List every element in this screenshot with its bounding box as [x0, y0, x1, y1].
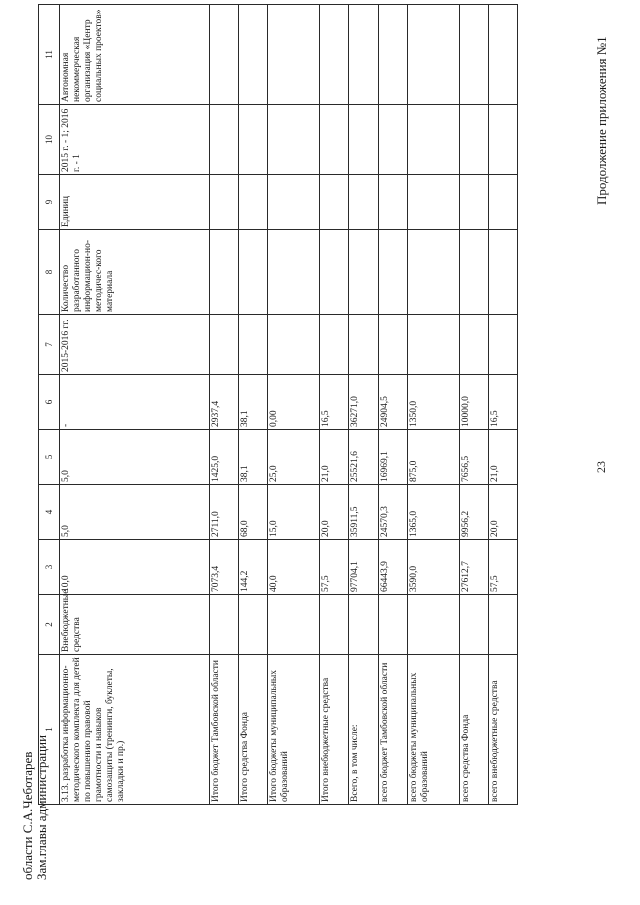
cell-executor: Автономная некоммерческая организация «Центр социальных проектов» — [60, 5, 210, 105]
cell-indicator: Количество разработанного информацион-но- методичес-кого материала — [60, 230, 210, 315]
cell-blank-8 — [239, 230, 268, 315]
cell-blank-11 — [407, 5, 459, 105]
cell-label: всего бюджеты муниципальных образований — [407, 655, 459, 805]
table-row — [459, 5, 488, 805]
table-row — [488, 5, 517, 805]
cell-2015: 5,0 — [60, 430, 210, 485]
table-row — [268, 5, 320, 805]
table-row — [320, 5, 349, 805]
cell-2014: 20,0 — [488, 485, 517, 540]
cell-blank-2 — [320, 595, 349, 655]
signature-name: области С.А.Чеботарев — [20, 751, 35, 880]
table-row — [349, 5, 378, 805]
cell-blank-7 — [349, 315, 378, 375]
cell-2016: 16,5 — [320, 375, 349, 430]
cell-2014: 68,0 — [239, 485, 268, 540]
col-header-4: 4 — [39, 485, 60, 540]
budget-table — [38, 4, 518, 805]
cell-2015: 1425,0 — [210, 430, 239, 485]
cell-blank-9 — [349, 175, 378, 230]
cell-label: Всего, в том числе: — [349, 655, 378, 805]
col-header-3: 3 — [39, 540, 60, 595]
cell-2015: 38,1 — [239, 430, 268, 485]
cell-label: Итого бюджет Тамбовской области — [210, 655, 239, 805]
cell-total: 7073,4 — [210, 540, 239, 595]
cell-blank-8 — [378, 230, 407, 315]
cell-blank-10 — [488, 105, 517, 175]
cell-blank-2 — [407, 595, 459, 655]
cell-2015: 25521,6 — [349, 430, 378, 485]
table-row — [239, 5, 268, 805]
cell-total: 40,0 — [268, 540, 320, 595]
cell-2016: 2937,4 — [210, 375, 239, 430]
cell-2014: 20,0 — [320, 485, 349, 540]
cell-label: всего бюджет Тамбовской области — [378, 655, 407, 805]
cell-blank-9 — [320, 175, 349, 230]
cell-blank-11 — [210, 5, 239, 105]
cell-blank-10 — [239, 105, 268, 175]
appendix-caption: Продолжение приложения №1 — [594, 36, 609, 205]
cell-2015: 16969,1 — [378, 430, 407, 485]
cell-blank-9 — [459, 175, 488, 230]
cell-2015: 21,0 — [320, 430, 349, 485]
cell-blank-9 — [407, 175, 459, 230]
col-header-8: 8 — [39, 230, 60, 315]
cell-blank-11 — [488, 5, 517, 105]
cell-blank-10 — [459, 105, 488, 175]
cell-2016: 38,1 — [239, 375, 268, 430]
cell-2016: 16,5 — [488, 375, 517, 430]
header-row — [39, 5, 60, 805]
cell-blank-9 — [378, 175, 407, 230]
cell-blank-8 — [349, 230, 378, 315]
cell-blank-2 — [378, 595, 407, 655]
cell-2015: 25,0 — [268, 430, 320, 485]
cell-blank-8 — [407, 230, 459, 315]
cell-label: всего средства Фонда — [459, 655, 488, 805]
cell-2016: 36271,0 — [349, 375, 378, 430]
cell-blank-2 — [239, 595, 268, 655]
cell-total: 10,0 — [60, 540, 210, 595]
cell-blank-7 — [488, 315, 517, 375]
col-header-2: 2 — [39, 595, 60, 655]
cell-blank-8 — [320, 230, 349, 315]
col-header-6: 6 — [39, 375, 60, 430]
cell-label: Итого средства Фонда — [239, 655, 268, 805]
cell-total: 57,5 — [320, 540, 349, 595]
col-header-5: 5 — [39, 430, 60, 485]
cell-blank-11 — [320, 5, 349, 105]
cell-blank-10 — [407, 105, 459, 175]
cell-2015: 21,0 — [488, 430, 517, 485]
cell-total: 144,2 — [239, 540, 268, 595]
cell-blank-10 — [378, 105, 407, 175]
cell-blank-7 — [407, 315, 459, 375]
col-header-7: 7 — [39, 315, 60, 375]
cell-label: Итого внебюджетные средства — [320, 655, 349, 805]
cell-blank-7 — [378, 315, 407, 375]
cell-blank-11 — [459, 5, 488, 105]
cell-label: Итого бюджеты муниципальных образований — [268, 655, 320, 805]
cell-blank-9 — [239, 175, 268, 230]
cell-2014: 9956,2 — [459, 485, 488, 540]
col-header-1: 1 — [39, 655, 60, 805]
cell-2015: 875,0 — [407, 430, 459, 485]
cell-period: 2015-2016 гг. — [60, 315, 210, 375]
cell-blank-2 — [268, 595, 320, 655]
table-row — [378, 5, 407, 805]
cell-blank-8 — [210, 230, 239, 315]
col-header-9: 9 — [39, 175, 60, 230]
cell-2016: 1350,0 — [407, 375, 459, 430]
cell-2014: 1365,0 — [407, 485, 459, 540]
cell-blank-8 — [459, 230, 488, 315]
cell-blank-7 — [459, 315, 488, 375]
cell-blank-2 — [459, 595, 488, 655]
col-header-10: 10 — [39, 105, 60, 175]
cell-2014: 2711,0 — [210, 485, 239, 540]
cell-label: всего внебюджетные средства — [488, 655, 517, 805]
cell-2016: - — [60, 375, 210, 430]
cell-total: 27612,7 — [459, 540, 488, 595]
cell-blank-9 — [210, 175, 239, 230]
cell-unit: Единиц — [60, 175, 210, 230]
col-header-11: 11 — [39, 5, 60, 105]
cell-blank-2 — [488, 595, 517, 655]
cell-blank-11 — [378, 5, 407, 105]
cell-blank-7 — [320, 315, 349, 375]
cell-total: 3590,0 — [407, 540, 459, 595]
cell-total: 57,5 — [488, 540, 517, 595]
cell-blank-11 — [268, 5, 320, 105]
table-row — [407, 5, 459, 805]
cell-blank-2 — [210, 595, 239, 655]
cell-2016: 10000,0 — [459, 375, 488, 430]
signature-title: Зам.главы администрации — [34, 734, 49, 880]
page-number: 23 — [594, 461, 608, 473]
cell-blank-10 — [349, 105, 378, 175]
cell-total: 97704,1 — [349, 540, 378, 595]
cell-blank-10 — [268, 105, 320, 175]
cell-total: 66443,9 — [378, 540, 407, 595]
cell-blank-10 — [210, 105, 239, 175]
table-row-main — [60, 5, 210, 805]
cell-blank-10 — [320, 105, 349, 175]
cell-blank-8 — [268, 230, 320, 315]
cell-blank-7 — [210, 315, 239, 375]
cell-blank-9 — [488, 175, 517, 230]
cell-2015: 7656,5 — [459, 430, 488, 485]
cell-2014: 5,0 — [60, 485, 210, 540]
cell-2014: 35911,5 — [349, 485, 378, 540]
cell-blank-11 — [349, 5, 378, 105]
cell-2014: 15,0 — [268, 485, 320, 540]
cell-2016: 0,00 — [268, 375, 320, 430]
cell-2014: 24570,3 — [378, 485, 407, 540]
cell-activity: 3.13. разработка информационно-методического комплекта для детей по повышению правовой грамотности и навыков самозащиты (тренинги, буклеты, закладки и пр.) — [60, 655, 210, 805]
cell-blank-7 — [239, 315, 268, 375]
cell-blank-7 — [268, 315, 320, 375]
table-row — [210, 5, 239, 805]
cell-blank-11 — [239, 5, 268, 105]
cell-blank-9 — [268, 175, 320, 230]
cell-2016: 24904,5 — [378, 375, 407, 430]
cell-target: 2015 г. - 1; 2016 г. - 1 — [60, 105, 210, 175]
cell-source: Внебюджетные средства — [60, 595, 210, 655]
cell-blank-8 — [488, 230, 517, 315]
cell-blank-2 — [349, 595, 378, 655]
